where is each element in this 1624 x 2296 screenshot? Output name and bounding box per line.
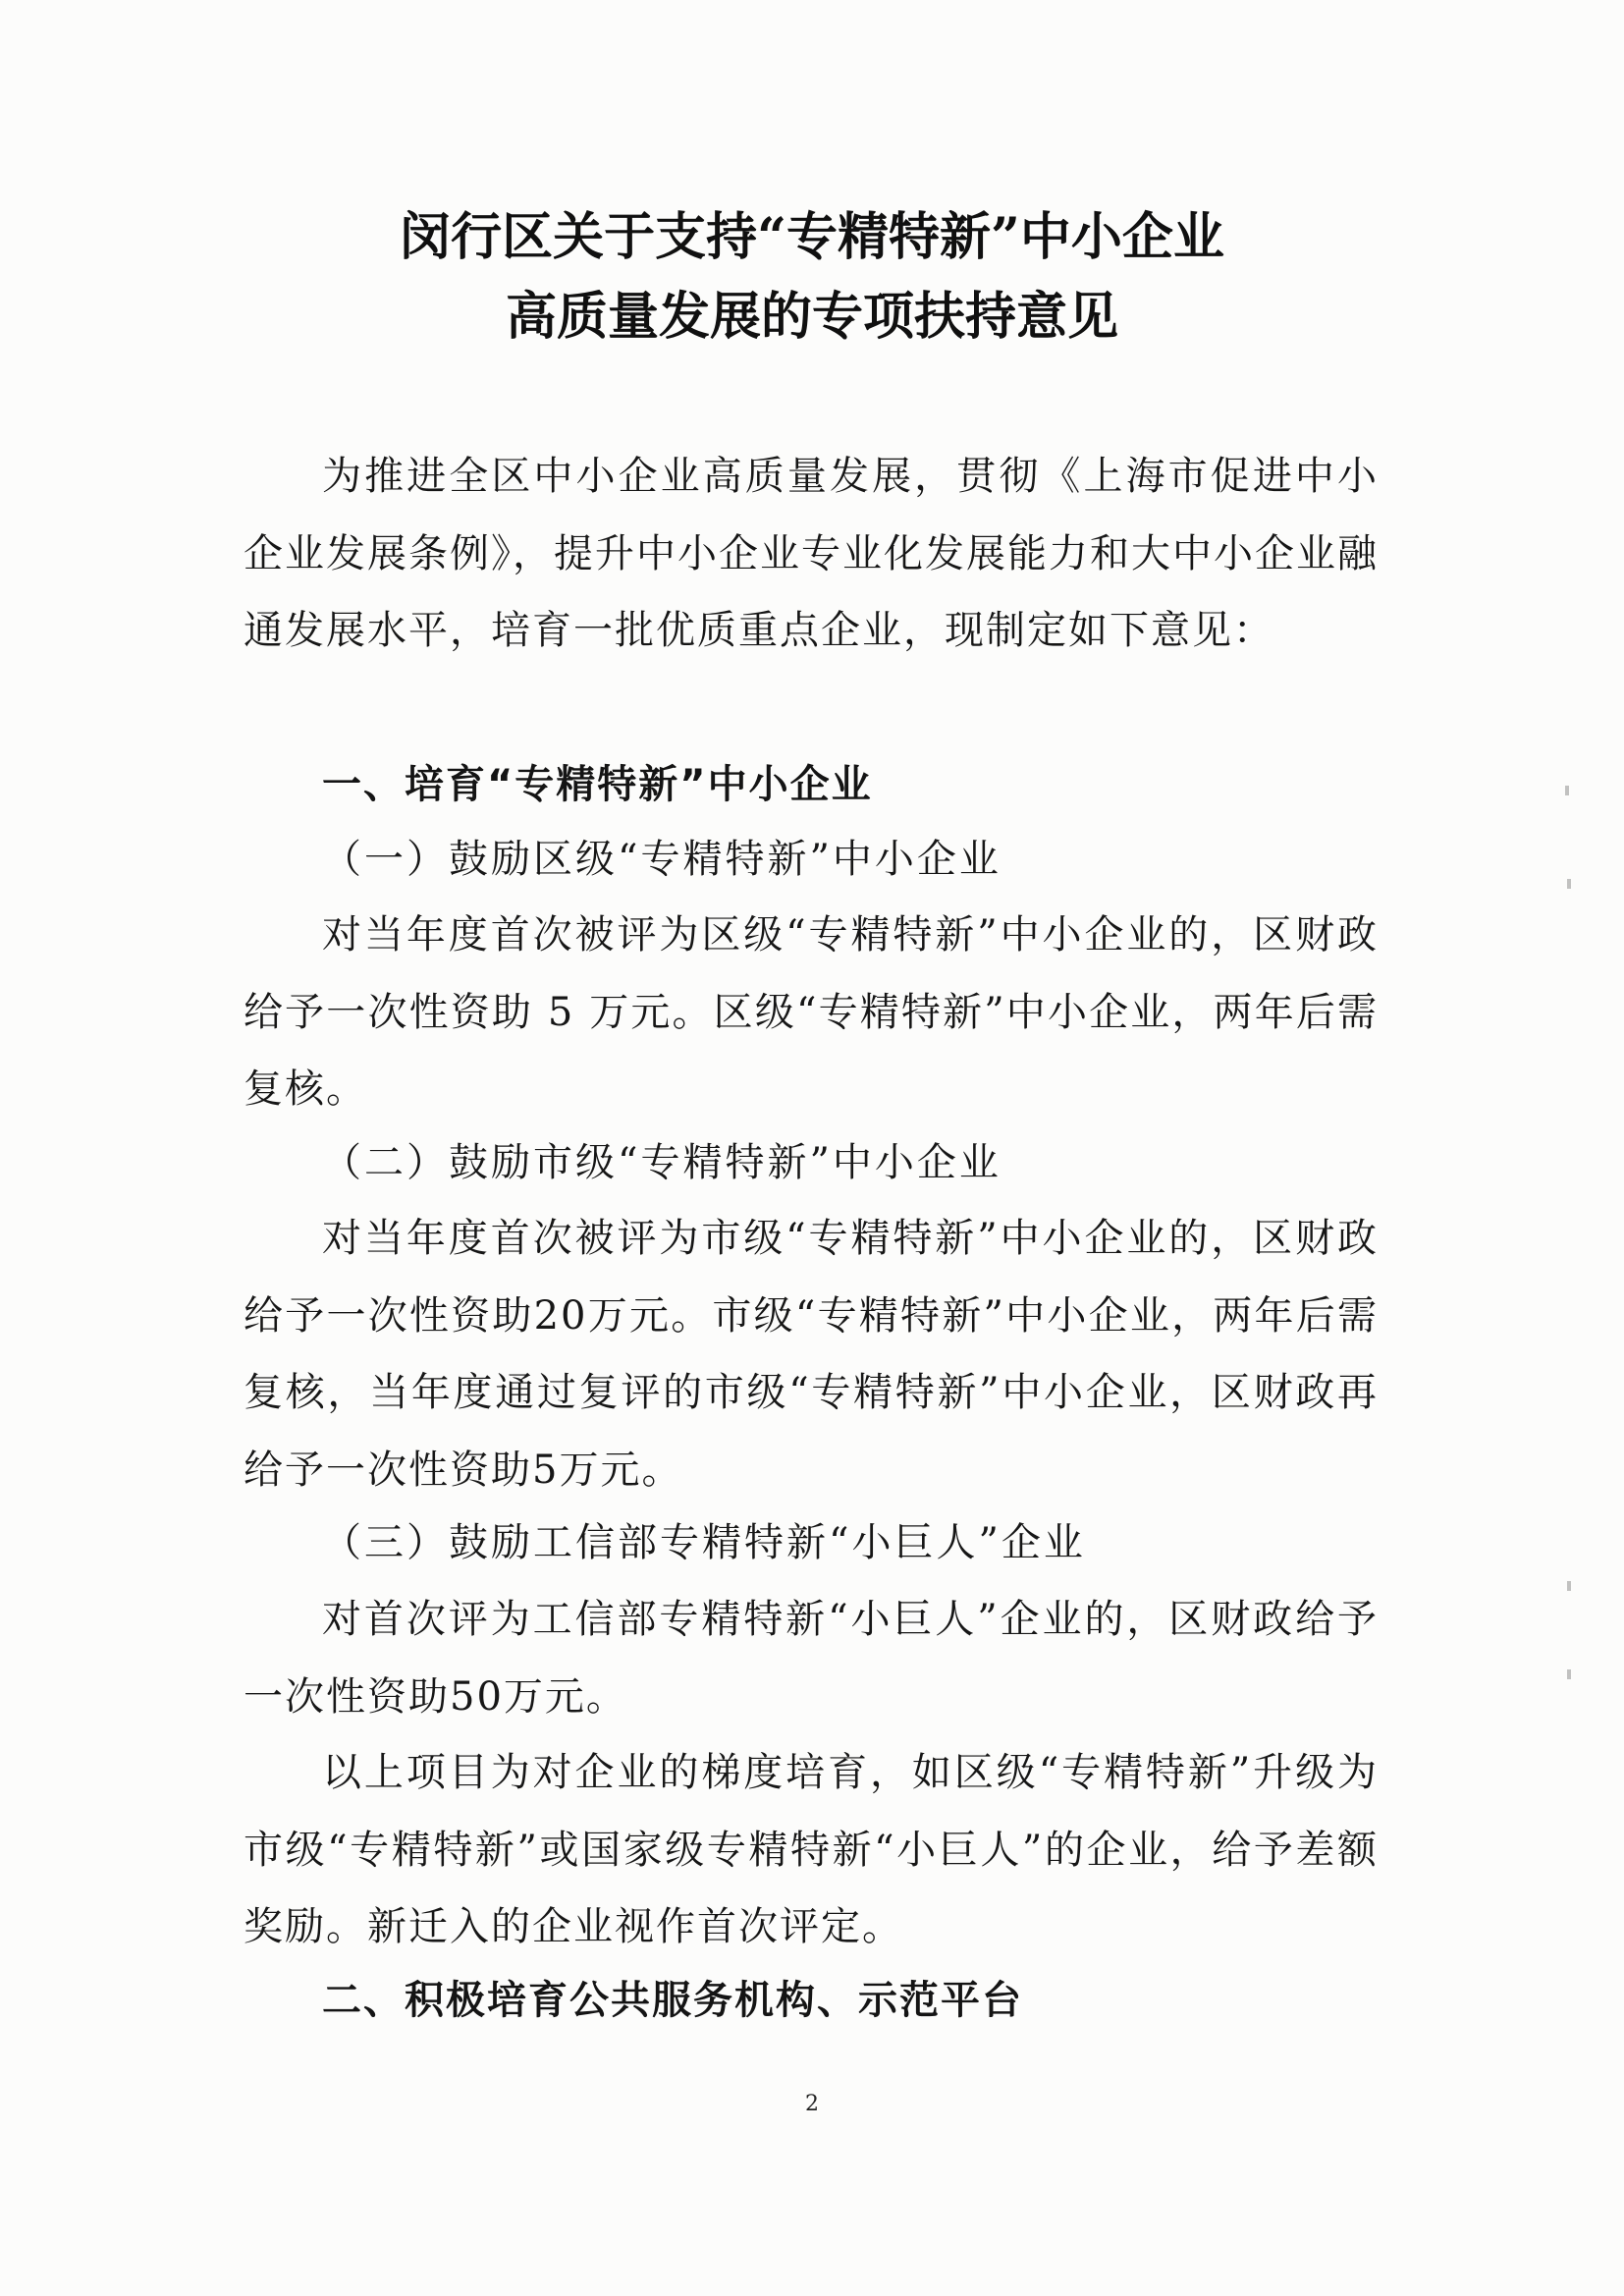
scan-mark [1567,1581,1571,1591]
sub2-paragraph: 对当年度首次被评为市级“专精特新”中小企业的，区财政给予一次性资助20万元。市级“专精特新”中小企业，两年后需复核，当年度通过复评的市级“专精特新”中小企业，区财政再给予一次性资助5万元。 [244,1216,1379,1493]
sub2-heading: （二）鼓励市级“专精特新”中小企业 [322,1140,1001,1185]
scan-mark [1567,879,1571,889]
page-number: 2 [805,2092,819,2116]
scan-mark [1565,786,1569,795]
summary-paragraph: 以上项目为对企业的梯度培育，如区级“专精特新”升级为市级“专精特新”或国家级专精特新“小巨人”的企业，给予差额奖励。新迁入的企业视作首次评定。 [244,1750,1379,1949]
document-title-line2: 高质量发展的专项扶持意见 [505,287,1118,347]
section1-heading: 一、培育“专精特新”中小企业 [322,762,873,807]
sub1-paragraph: 对当年度首次被评为区级“专精特新”中小企业的，区财政给予一次性资助 5 万元。区级“专精特新”中小企业，两年后需复核。 [244,912,1379,1112]
sub1-heading: （一）鼓励区级“专精特新”中小企业 [322,837,1001,882]
section2-heading: 二、积极培育公共服务机构、示范平台 [322,1978,1023,2023]
document-title-line1: 闵行区关于支持“专精特新”中小企业 [400,207,1224,267]
sub3-heading: （三）鼓励工信部专精特新“小巨人”企业 [322,1520,1086,1565]
sub3-paragraph: 对首次评为工信部专精特新“小巨人”企业的，区财政给予一次性资助50万元。 [244,1597,1379,1720]
scan-mark [1567,1669,1571,1679]
intro-paragraph: 为推进全区中小企业高质量发展，贯彻《上海市促进中小企业发展条例》，提升中小企业专业化发展能力和大中小企业融通发展水平，培育一批优质重点企业，现制定如下意见： [244,454,1379,653]
